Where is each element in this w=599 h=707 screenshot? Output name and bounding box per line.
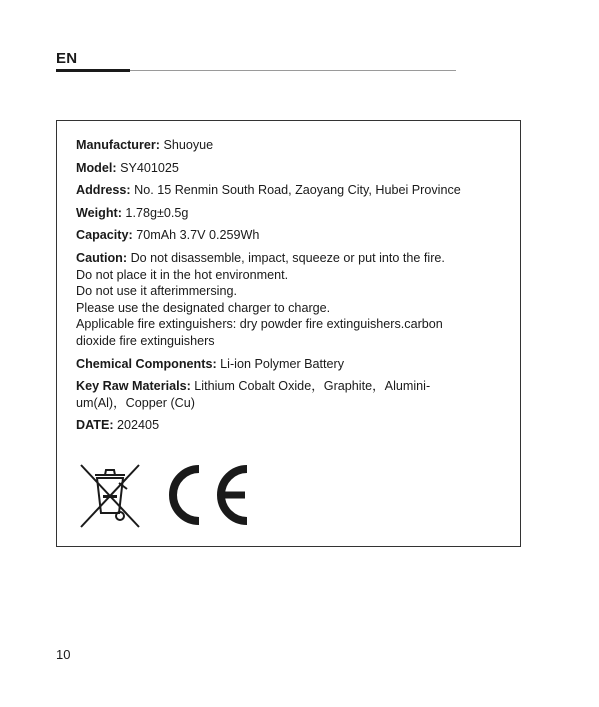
spec-label: Capacity: <box>76 228 133 243</box>
spec-label: Chemical Components: <box>76 356 217 371</box>
spec-value: Li-ion Polymer Battery <box>216 356 345 371</box>
crossed-out-wheelie-bin-icon <box>75 461 145 529</box>
spec-value: 202405 <box>113 418 160 433</box>
spec-label: Manufacturer: <box>76 138 160 152</box>
spec-weight <box>76 205 506 222</box>
spec-label: Address: <box>76 183 131 198</box>
caution-line: Do not use it afterimmersing. <box>76 284 237 299</box>
page-number: 10 <box>56 647 71 662</box>
caution-line: Do not place it in the hot environment. <box>76 267 289 282</box>
language-label: EN <box>56 50 78 67</box>
spec-value: 70mAh 3.7V 0.259Wh <box>132 228 260 243</box>
caution-line: Please use the designated charger to charge. <box>76 300 331 315</box>
certification-icons <box>75 461 253 529</box>
header-rule-accent <box>56 69 130 72</box>
spec-label: Model: <box>76 160 117 175</box>
spec-value: Lithium Cobalt Oxide，Graphite，Alumini- <box>190 379 431 394</box>
spec-label: Weight: <box>76 205 122 220</box>
caution-line: Do not disassemble, impact, squeeze or put into the fire. <box>127 250 445 265</box>
spec-chemical <box>76 356 506 373</box>
ce-mark-icon <box>161 463 253 527</box>
spec-manufacturer <box>76 137 506 154</box>
spec-value-continued: um(Al)，Copper (Cu) <box>76 395 195 410</box>
spec-label: Caution: <box>76 250 128 265</box>
spec-raw-materials <box>76 378 506 411</box>
spec-value: 1.78g±0.5g <box>121 205 189 220</box>
spec-address <box>76 182 506 199</box>
spec-label: Key Raw Materials: <box>76 379 191 394</box>
spec-date <box>76 417 506 434</box>
spec-caution <box>76 250 506 350</box>
caution-line: dioxide fire extinguishers <box>76 333 215 348</box>
spec-label: DATE: <box>76 418 114 433</box>
spec-value: No. 15 Renmin South Road, Zaoyang City, Hubei Province <box>130 183 461 198</box>
spec-box <box>56 120 521 547</box>
spec-value: SY401025 <box>116 160 179 175</box>
spec-content <box>76 137 506 440</box>
spec-value: Shuoyue <box>159 138 214 152</box>
spec-model <box>76 160 506 177</box>
caution-line: Applicable fire extinguishers: dry powder fire extinguishers.carbon <box>76 317 443 332</box>
spec-capacity <box>76 227 506 244</box>
